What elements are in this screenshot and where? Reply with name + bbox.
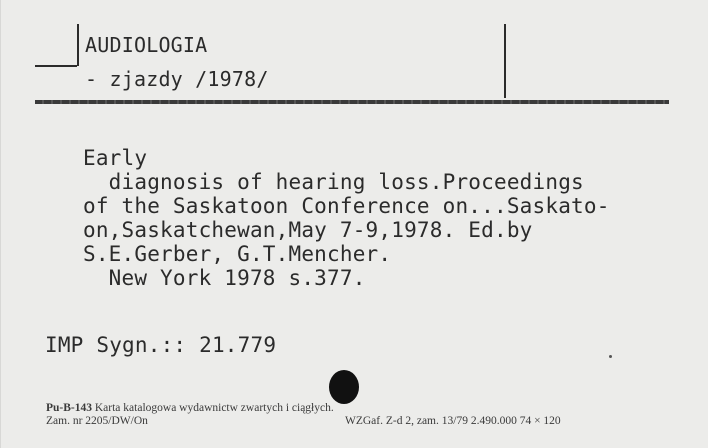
call-number: IMP Sygn.:: 21.779 <box>45 333 277 357</box>
punch-hole <box>329 370 359 404</box>
entry-line-1: Early <box>83 146 148 170</box>
entry-line-5: S.E.Gerber, G.T.Mencher. <box>83 242 392 266</box>
header-rule-vertical-left <box>77 24 79 66</box>
entry-line-2: diagnosis of hearing loss.Proceedings <box>83 170 584 194</box>
footer-form-title: Karta katalogowa wydawnictw zwartych i ciągłych. <box>94 402 334 414</box>
footer-line-1 <box>46 402 334 415</box>
entry-line-3: of the Saskatoon Conference on...Saskato- <box>83 194 610 218</box>
entry-line-6: New York 1978 s.377. <box>83 266 366 290</box>
footer-printer-info: WZGaf. Z-d 2, zam. 13/79 2.490.000 74 × 120 <box>345 415 561 427</box>
header-divider <box>35 100 669 104</box>
ink-speck <box>609 355 612 358</box>
footer-form-code: Pu-B-143 <box>46 402 92 414</box>
footer-order-number: Zam. nr 2205/DW/On <box>46 415 148 427</box>
subject-subheading: - zjazdy /1978/ <box>85 67 269 91</box>
header-rule-horizontal-left <box>35 65 77 67</box>
header-rule-vertical-right <box>504 24 506 98</box>
entry-line-4: on,Saskatchewan,May 7-9,1978. Ed.by <box>83 218 533 242</box>
subject-heading: AUDIOLOGIA <box>85 33 208 57</box>
